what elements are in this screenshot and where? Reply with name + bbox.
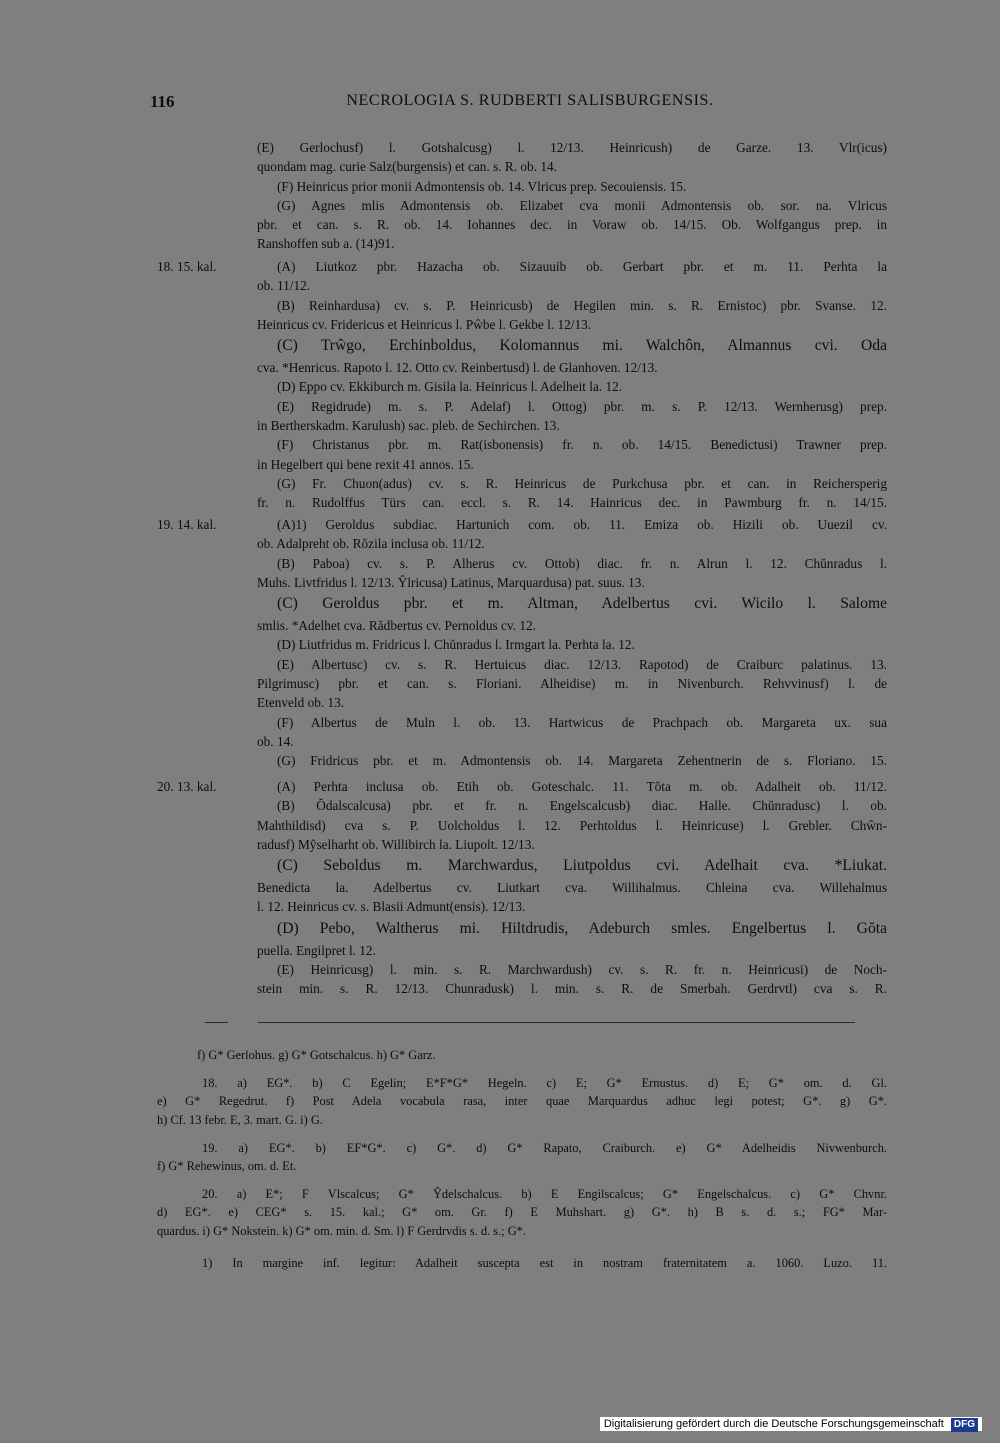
footnote-separator — [205, 1022, 855, 1023]
entry-line: radusf) Mŷselharht ob. Willibirch la. Liupolt. 12/13. — [257, 836, 535, 852]
entry-line: (C) Geroldus pbr. et m. Altman, Adelbertus cvi. Wicilo l. Salome — [277, 595, 887, 613]
entry-line: (F) Albertus de Muln l. ob. 13. Hartwicus de Prachpach ob. Margareta ux. sua — [277, 714, 887, 730]
entry-line: (F) Christanus pbr. m. Rat(isbonensis) fr. n. ob. 14/15. Benedictusi) Trawner prep. — [277, 437, 887, 453]
entry-line: (A)1) Geroldus subdiac. Hartunich com. ob. 11. Emiza ob. Hizili ob. Uuezil cv. — [277, 517, 887, 532]
entry-line: (F) Heinricus prior monii Admontensis ob. 14. Vlricus prep. Secouiensis. 15. — [277, 178, 687, 194]
entry-line: (D) Eppo cv. Ekkiburch m. Gisila la. Heinricus l. Adelheit la. 12. — [277, 379, 623, 395]
date-label: 20. 13. kal. — [157, 779, 217, 794]
dfg-logo: DFG — [951, 1418, 978, 1432]
entry-line: ob. Adalpreht ob. Rŏzila inclusa ob. 11/12. — [257, 536, 485, 552]
entry-block-20 — [157, 777, 887, 999]
entry-line: in Bertherskadm. Karulush) sac. pleb. de Sechirchen. 13. — [257, 418, 560, 434]
entry-line: Heinricus cv. Fridericus et Heinricus l. Pŵbe l. Gekbe l. 12/13. — [257, 316, 592, 332]
entry-line: l. 12. Heinricus cv. s. Blasii Admunt(ensis). 12/13. — [257, 899, 526, 915]
entry-line: Pilgrimusc) pbr. et can. s. Floriani. Alheidise) m. in Nivenburch. Rehvvinusf) l. de — [257, 676, 887, 692]
footnote-line: 18. a) EG*. b) C Egelin; E*F*G* Hegeln. c) E; G* Ernustus. d) E; G* om. d. Gl. — [202, 1076, 887, 1091]
footnote-line: 20. a) E*; F Vlscalcus; G* Ŷdelschalcus. b) E Engilscalcus; G* Engelschalcus. c) G* Chvnr. — [202, 1187, 887, 1202]
margin-note: 1) In margine inf. legitur: Adalheit suscepta est in nostram fraternitatem a. 1060. Luzo. 11. — [202, 1255, 887, 1270]
date-label: 19. 14. kal. — [157, 517, 217, 532]
footer-text: Digitalisierung gefördert durch die Deutsche Forschungsgemeinschaft — [603, 1418, 944, 1430]
entry-line: (A) Liutkoz pbr. Hazacha ob. Sizauuib ob. Gerbart pbr. et m. 11. Perhta la — [277, 259, 887, 274]
entry-line: (B) Paboa) cv. s. P. Alherus cv. Ottob) diac. fr. n. Alrun l. 12. Chŭnradus l. — [277, 555, 887, 571]
dfg-footer-banner[interactable] — [600, 1417, 982, 1431]
entry-line: Muhs. Livtfridus l. 12/13. Ŷlricusa) Latinus, Marquardusa) pat. suus. 13. — [257, 574, 645, 590]
entry-line: (E) Albertusc) cv. s. R. Hertuicus diac. 12/13. Rapotod) de Craiburc palatinus. 13. — [277, 656, 887, 672]
footnote-line: quardus. i) G* Nokstein. k) G* om. min. d. Sm. l) F Gerdrvdis s. d. s.; G*. — [157, 1223, 526, 1238]
entry-line: ob. 14. — [257, 733, 294, 749]
entry-line: (E) Heinricusg) l. min. s. R. Marchwardush) cv. s. R. fr. n. Heinricusi) de Noch- — [277, 962, 887, 978]
date-label: 18. 15. kal. — [157, 259, 217, 274]
separator-gap — [228, 1022, 258, 1024]
footnotes — [157, 1046, 887, 1272]
entry-line: Benedicta la. Adelbertus cv. Liutkart cva. Willihalmus. Chleina cva. Willehalmus — [257, 880, 887, 896]
entry-line: puella. Engilpret l. 12. — [257, 942, 376, 958]
entry-line: smlis. *Adelhet cva. Rădbertus cv. Pernoldus cv. 12. — [257, 618, 536, 634]
entry-line: (D) Pebo, Waltherus mi. Hiltdrudis, Adeburch smles. Engelbertus l. Gŏta — [277, 919, 887, 937]
entry-line: Mahthildisd) cva s. P. Uolcholdus l. 12. Perhtoldus l. Heinricuse) l. Grebler. Chŵn- — [257, 817, 887, 833]
entry-line: (G) Fridricus pbr. et m. Admontensis ob. 14. Margareta Zehentnerin de s. Floriano. 15. — [277, 753, 887, 769]
footnote-line: 19. a) EG*. b) EF*G*. c) G*. d) G* Rapato, Craiburch. e) G* Adelheidis Nivwenburch. — [202, 1140, 887, 1155]
entry-line: fr. n. Rudolffus Türs can. eccl. s. R. 14. Hainricus dec. in Pawmburg fr. n. 14/15. — [257, 495, 887, 511]
entry-line: (E) Regidrude) m. s. P. Adelaf) l. Ottog) pbr. m. s. P. 12/13. Wernherusg) prep. — [277, 398, 887, 414]
entry-line: (C) Trŵgo, Erchinboldus, Kolomannus mi. Walchôn, Almannus cvi. Oda — [277, 337, 887, 355]
entry-block-18 — [157, 257, 887, 513]
entry-line: pbr. et can. s. R. ob. 14. Iohannes dec. in Voraw ob. 14/15. Ob. Wolfgangus prep. in — [257, 217, 887, 233]
footnote-line: d) EG*. e) CEG* s. 15. kal.; G* om. Gr. f) E Muhshart. g) G*. h) B s. d. s.; FG* Mar- — [157, 1205, 887, 1220]
entry-line: quondam mag. curie Salz(burgensis) et can. s. R. ob. 14. — [257, 159, 557, 175]
entry-line: in Hegelbert qui bene rexit 41 annos. 15. — [257, 456, 474, 472]
entry-line: ob. 11/12. — [257, 278, 311, 294]
footnote-line: f) G* Gerlohus. g) G* Gotschalcus. h) G* Garz. — [197, 1048, 436, 1062]
entry-line: Ranshoffen sub a. (14)91. — [257, 236, 395, 252]
entry-line: stein min. s. R. 12/13. Chunradusk) l. min. s. R. de Smerbah. Gerdrvtl) cva s. R. — [257, 981, 887, 997]
running-title: NECROLOGIA S. RUDBERTI SALISBURGENSIS. — [346, 92, 714, 109]
entry-line: (D) Liutfridus m. Fridricus l. Chŭnradus l. Irmgart la. Perhta la. 12. — [277, 637, 635, 653]
entry-line: cva. *Henricus. Rapoto l. 12. Otto cv. Reinbertusd) l. de Glanhoven. 12/13. — [257, 360, 658, 376]
footnote-line: e) G* Regedrut. f) Post Adela vocabula rasa, inter quae Marquardus adhuc legi potest; G*. g) G*. — [157, 1094, 887, 1109]
page-header — [0, 92, 1000, 118]
page-number: 116 — [150, 92, 175, 111]
entry-line: (B) Reinhardusa) cv. s. P. Heinricusb) de Hegilen min. s. R. Ernistoc) pbr. Svanse. 12. — [277, 297, 887, 313]
entry-line: (A) Perhta inclusa ob. Etih ob. Goteschalc. 11. Tŏta m. ob. Adalheit ob. 11/12. — [277, 779, 887, 794]
entry-line: (G) Agnes mlis Admontensis ob. Elizabet cva monii Admontensis ob. sor. na. Vlricus — [277, 197, 887, 213]
footnote-line: h) Cf. 13 febr. E, 3. mart. G. i) G. — [157, 1112, 323, 1127]
entry-line: Etenveld ob. 13. — [257, 695, 345, 711]
entry-line: (G) Fr. Chuon(adus) cv. s. R. Heinricus de Purkchusa pbr. et can. in Reichersperig — [277, 475, 887, 491]
entry-line: (E) Gerlochusf) l. Gotshalcusg) l. 12/13. Heinricush) de Garze. 13. Vlr(icus) — [257, 140, 887, 155]
entry-block-19 — [157, 515, 887, 771]
entry-line: (C) Seboldus m. Marchwardus, Liutpoldus cvi. Adelhait cva. *Liukat. — [277, 857, 887, 875]
entry-block-17 — [157, 138, 887, 254]
footnote-line: f) G* Rehewinus, om. d. Et. — [157, 1159, 297, 1174]
entry-line: (B) Ŏdalscalcusa) pbr. et fr. n. Engelscalcusb) diac. Halle. Chŭnradusc) l. ob. — [277, 798, 887, 814]
